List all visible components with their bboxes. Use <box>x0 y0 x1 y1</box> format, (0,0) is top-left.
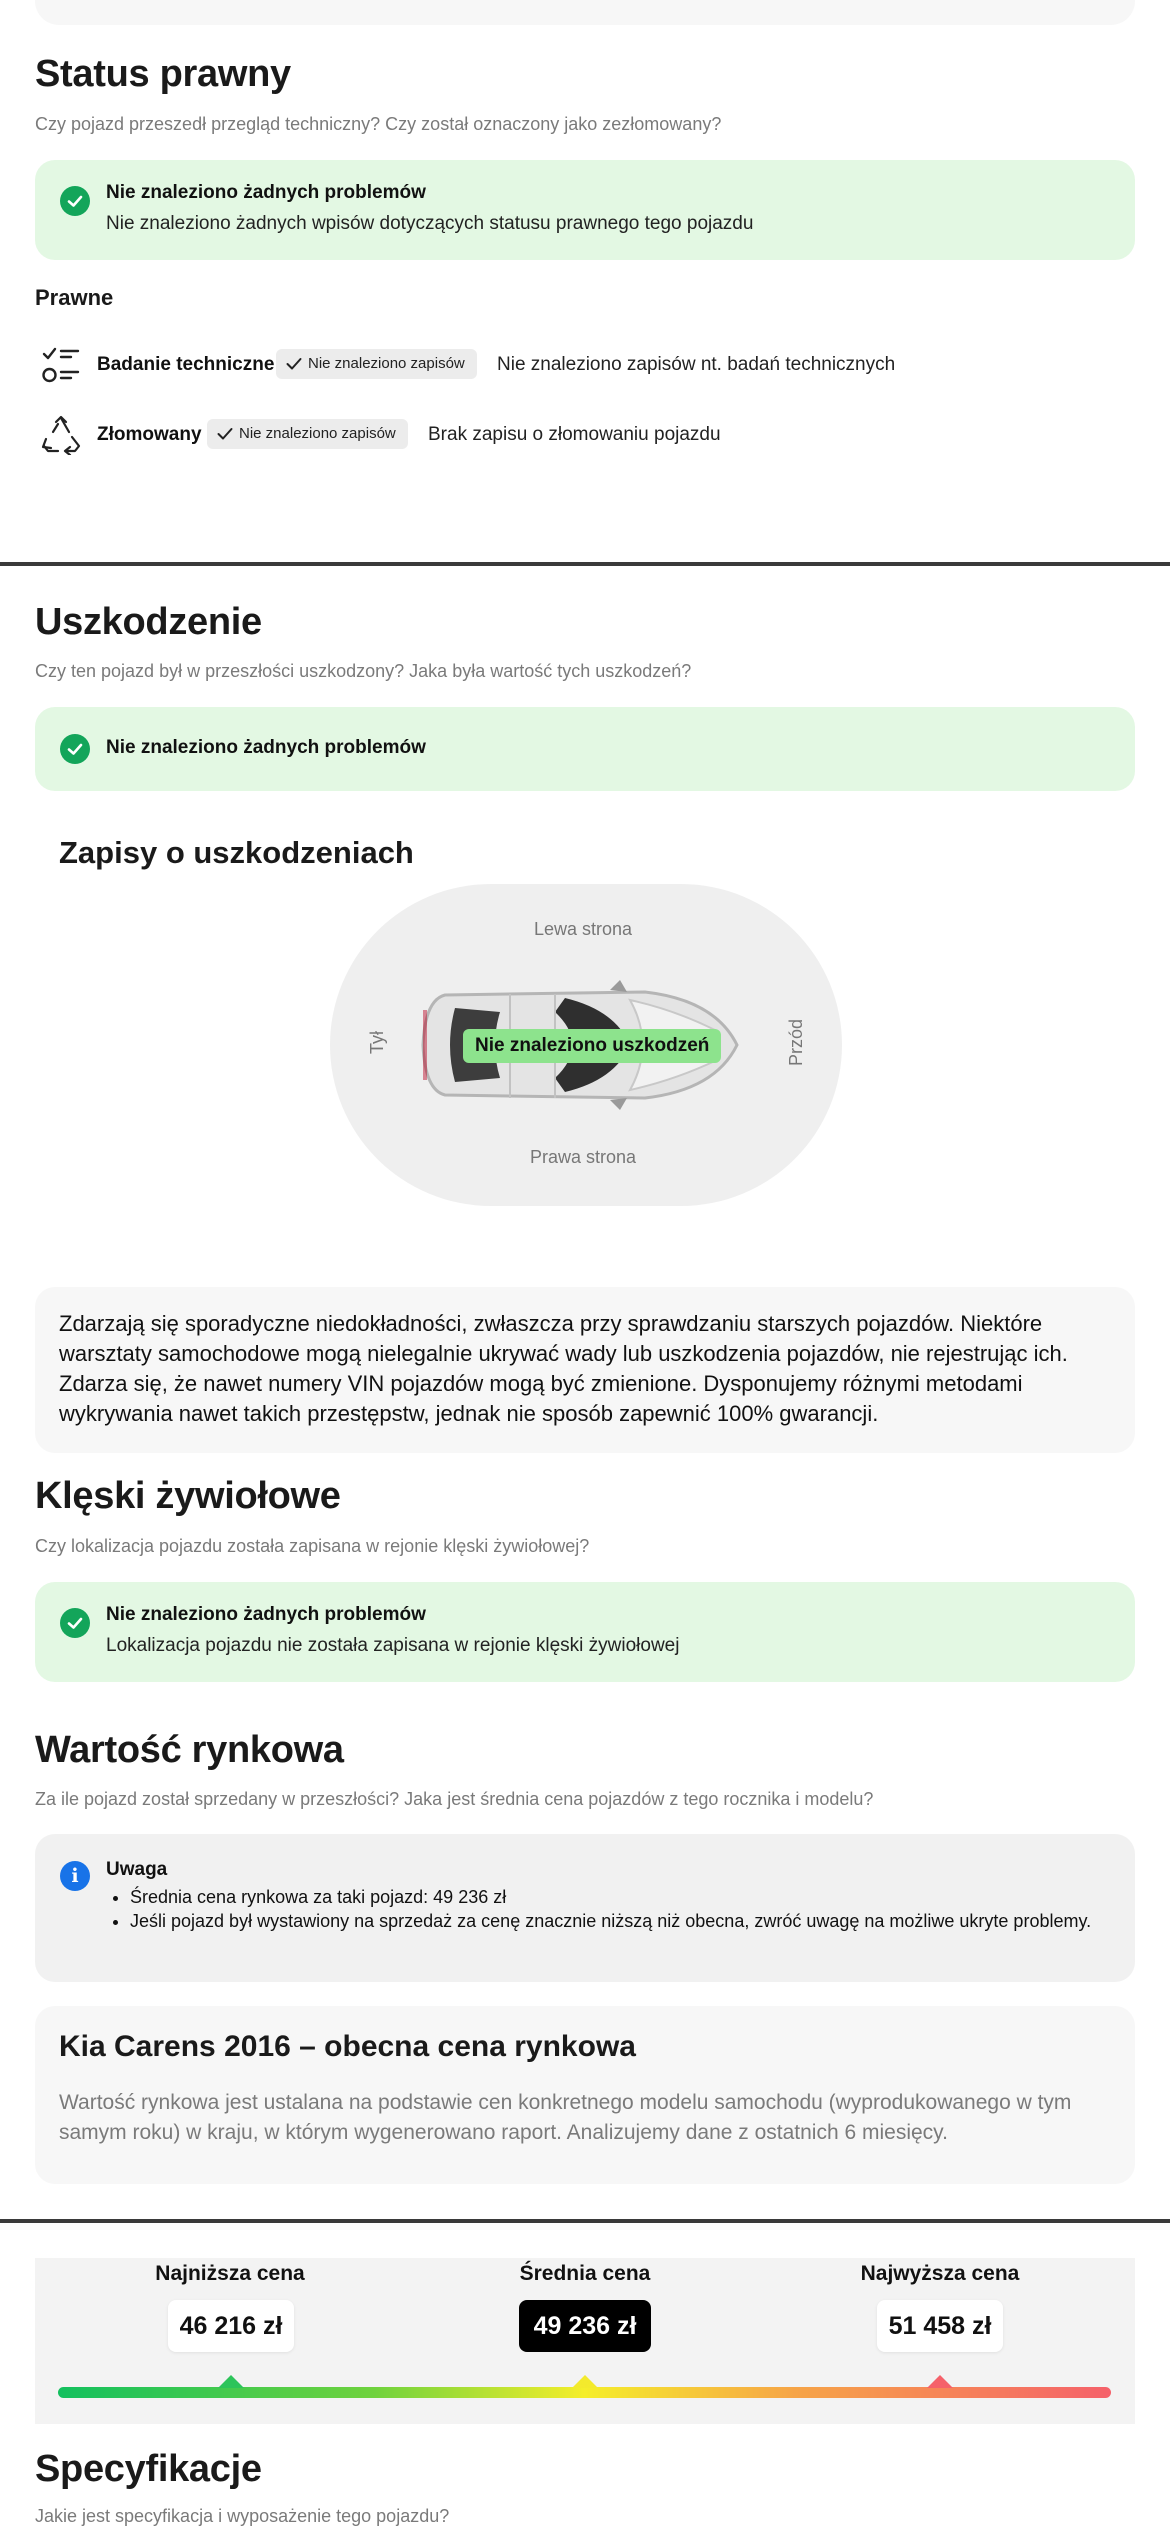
legal-status-title: Status prawny <box>35 53 291 95</box>
price-range-bar <box>58 2387 1111 2398</box>
legal-status-subtitle: Czy pojazd przeszedł przegląd techniczny? Czy został oznaczony jako zezłomowany? <box>35 114 722 134</box>
rear-label: Tył <box>367 1030 388 1055</box>
legal-row-scrapped <box>35 415 1135 455</box>
average-price-marker <box>572 2375 598 2388</box>
current-price-title: Kia Carens 2016 – obecna cena rynkowa <box>59 2030 636 2063</box>
note-item: • Średnia cena rynkowa za taki pojazd: 49 236 zł <box>130 1885 1110 1909</box>
check-circle-icon <box>60 1608 90 1638</box>
info-icon: i <box>60 1861 90 1891</box>
status-badge <box>207 419 408 449</box>
damage-alert <box>35 707 1135 791</box>
status-badge <box>276 349 477 379</box>
right-side-label: Prawa strona <box>530 1147 637 1167</box>
disclaimer-text: Zdarzają się sporadyczne niedokładności, zwłaszcza przy sprawdzaniu starszych pojazdów. Niektóre warsztaty samochodowe mogą nielegalnie ukrywać wady lub uszkodzenia pojazdów, nie rejestrując ich. Zdarza się, że nawet numery VIN pojazdów mogą być zmienione. Dysponujemy różnymi metodami wykrywania nawet takich przestępstw, jednak nie sposób zapewnić 100% gwarancji. <box>59 1311 1068 1426</box>
recycle-icon <box>41 415 81 455</box>
alert-title: Nie znaleziono żadnych problemów <box>106 737 426 758</box>
market-value-title: Wartość rynkowa <box>35 1729 344 1771</box>
note-title: Uwaga <box>106 1859 168 1880</box>
legal-row-description: Nie znaleziono zapisów nt. badań technicznych <box>497 354 896 375</box>
status-badge-label: Nie znaleziono zapisów <box>308 355 465 372</box>
damage-subtitle: Czy ten pojazd był w przeszłości uszkodzony? Jaka była wartość tych uszkodzeń? <box>35 661 692 681</box>
disasters-title: Klęski żywiołowe <box>35 1475 341 1517</box>
alert-title: Nie znaleziono żadnych problemów <box>106 182 426 203</box>
legal-status-alert <box>35 160 1135 260</box>
specs-subtitle: Jakie jest specyfikacja i wyposażenie tego pojazdu? <box>35 2506 450 2526</box>
note-item: • Jeśli pojazd był wystawiony na sprzedaż za cenę znacznie niższą niż obecna, zwróć uwagę na możliwe ukryte problemy. <box>130 1909 1110 1933</box>
check-circle-icon <box>60 734 90 764</box>
front-label: Przód <box>786 1018 807 1067</box>
damage-records-title: Zapisy o uszkodzeniach <box>59 835 414 870</box>
legal-section-label: Prawne <box>35 285 114 310</box>
check-circle-icon <box>60 186 90 216</box>
section-divider <box>0 562 1170 566</box>
legal-row-inspection <box>35 345 1135 385</box>
legal-row-name: Złomowany <box>97 424 202 445</box>
note-list <box>130 1885 1110 1933</box>
damage-title: Uszkodzenie <box>35 601 262 643</box>
market-value-note <box>35 1834 1135 1982</box>
disclaimer-card <box>35 1287 1135 1453</box>
legal-row-description: Brak zapisu o złomowaniu pojazdu <box>428 424 721 445</box>
current-price-description: Wartość rynkowa jest ustalana na podstawie cen konkretnego modelu samochodu (wyprodukowanego w tym samym roku) w kraju, w którym wygenerowano raport. Analizujemy dane z ostatnich 6 miesięcy. <box>59 2091 1072 2144</box>
highest-price-marker <box>927 2375 953 2388</box>
disasters-alert <box>35 1582 1135 1682</box>
lowest-price-label: Najniższa cena <box>155 2262 305 2285</box>
alert-text: Nie znaleziono żadnych wpisów dotyczących statusu prawnego tego pojazdu <box>106 213 754 234</box>
highest-price-label: Najwyższa cena <box>860 2262 1020 2285</box>
current-price-card <box>35 2006 1135 2184</box>
previous-section-card <box>35 0 1135 25</box>
alert-title: Nie znaleziono żadnych problemów <box>106 1604 426 1625</box>
status-badge-label: Nie znaleziono zapisów <box>239 425 396 442</box>
left-side-label: Lewa strona <box>534 919 633 939</box>
alert-text: Lokalizacja pojazdu nie została zapisana w rejonie klęski żywiołowej <box>106 1635 680 1656</box>
legal-row-name: Badanie techniczne <box>97 354 275 375</box>
section-divider <box>0 2219 1170 2223</box>
average-price-value: 49 236 zł <box>519 2300 651 2352</box>
highest-price-value: 51 458 zł <box>877 2300 1003 2352</box>
lowest-price-value: 46 216 zł <box>168 2300 294 2352</box>
specs-title: Specyfikacje <box>35 2448 262 2490</box>
no-damage-badge: Nie znaleziono uszkodzeń <box>463 1029 721 1063</box>
checklist-icon <box>41 345 81 385</box>
disasters-subtitle: Czy lokalizacja pojazdu została zapisana w rejonie klęski żywiołowej? <box>35 1536 590 1556</box>
lowest-price-marker <box>218 2375 244 2388</box>
market-value-subtitle: Za ile pojazd został sprzedany w przeszłości? Jaka jest średnia cena pojazdów z tego rocznika i modelu? <box>35 1789 874 1809</box>
average-price-label: Średnia cena <box>519 2262 651 2285</box>
